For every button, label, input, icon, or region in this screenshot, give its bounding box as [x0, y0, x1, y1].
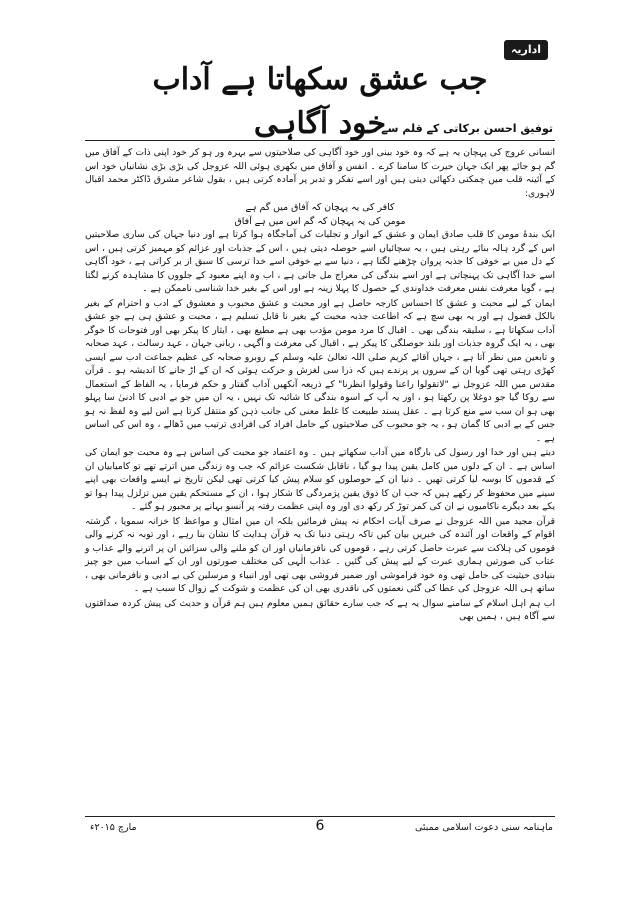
verse-line: کافر کی یہ پہچان کہ آفاق میں گم ہے	[245, 202, 395, 213]
issue-date: مارچ ۲۰۱۵ء	[90, 822, 137, 833]
header-rule	[85, 140, 555, 141]
magazine-name: ماہنامہ سنی دعوت اسلامی ممبئی	[414, 822, 553, 833]
paragraph: قرآن مجید میں اللہ عزوجل نے صرف آیات احکام نہ پیش فرمائیں بلکہ ان میں امثال و مواعظ کا خزانہ سمویا ، گزشتہ اقوام کے واقعات اور آئندہ کی خبریں بیان کیں تاکہ رہتی دنیا تک یہ قرآن ہدایت کا نشان بنا رہے ، اور توبہ نہ کرنے والی قوموں کی ہلاکت سے عبرت حاصل کرتی رہے ، قوموں کی نافرمانیاں اور ان کو ملنے والی سزائیں ان پر اترنے والے عذاب و عتاب کی صورتیں ہماری عبرت کے لیے پیش کی گئیں ۔ عذاب الٰہی کی مختلف صورتوں اور ان کے اسباب میں جو چیز بنیادی حیثیت کی حامل تھی وہ خود فراموشی اور ضمیر فروشی بھی تھی اور انبیاء و مرسلین کی بے ادبی و نافرمانی بھی ، ساتھ ہی اللہ عزوجل کی عطا کی گئی نعمتوں کی ناقدری بھی ان کی عظمت و شوکت کے زوال کا سبب ہے ۔	[85, 515, 555, 594]
paragraph: اب ہم اہل اسلام کے سامنے سوال یہ ہے کہ جب سارے حقائق ہمیں معلوم ہیں ہم قرآن و حدیث کی پیش کردہ صداقتوں سے آگاہ ہیں ، ہمیں بھی	[85, 597, 555, 622]
verse-line: مومن کی یہ پہچان کہ گم اس میں ہے آفاق	[234, 215, 406, 227]
paragraph: ایمان کے لیے محبت و عشق کا احساس کارجہ حاصل ہے اور محبت و عشق محبوب و معشوق کے ادب و احترام کے بغیر بالکل فضول ہے اور یہ بھی سچ ہے کہ اطاعت جذبہ محبت کے بغیر نا قابل تسلیم ہے ، محبت و عشق ہی ہے جو عشق آداب سکھاتا ہے ، سلیقہ بندگی بھی ۔ اقبال کا مرد مومن مؤدب بھی ہے مطیع بھی ، ایثار کا پیکر بھی اور فتوحات کا خوگر بھی ، یہ ایک گروہ جذبات اور بلند حوصلگی کا پیکر ہے ، اقبال کی معرفت و آگہی ، ربانی جہان ، عہد رسالت ، عہد صحابہ و تابعین میں نظر آتا ہے ، جہاں آقائے کریم صلی اللہ تعالیٰ علیہ وسلم کے روبرو صحابہ کی عظیم جماعت ادب سے ایسی کھڑی رہتی تھی گویا ان کے سروں پر پرندے ہیں کہ ذرا سی لغزش و حرکت ہوئی کہ ان کے اڑ جانے کا اندیشہ ہو ۔ قرآن مقدس میں اللہ عزوجل نے "لاتقولوا راعنا وقولوا انظرنا" کے ذریعہ آنکھیں آداب گفتار و حکم فرمایا ، یہ الفاظ کے استعمال سے روکا گیا جو دوغلا پن رکھتا ہو ، اور یہ آپ کے اسوہ بندگی کا شائبہ تک نہیں ، یہ ان میں جو بے ادبی کا ادنیٰ سا پہلو بھی ہو ان سب سے منع کرتا ہے ۔ عقل پسند طبیعت کا غلط معنی کی جانب ذہن کو منتقل کرتا ہے اس لیے وہ لفظ نہ ہو جس کے بے ادبی کا گمان ہو ، یہ جو محبوب کی صلاحیتوں کے حامل افراد کی افرادی ترتیب میں ڈھالے ، وہ اس کی اساس ہے ۔	[85, 297, 555, 444]
author-byline: توفیق احسن برکاتی کے قلم سے	[381, 122, 553, 135]
paragraph: ایک بندۂ مومن کا قلب صادق ایمان و عشق کے انوار و تجلیات کی آماجگاہ ہوا کرتا ہے اور دنیا جہان کی ساری صلاحیتیں اس کے گرد ہالہ بنائے رہتی ہیں ، یہ سچائیاں اسے حوصلہ دیتی ہیں ، اس کے جذبات اور عزائم کو مہمیز کرتی ہیں ، اس کے دل میں بے خوفی کا جذبہ پروان چڑھنے لگتا ہے ، دنیا سے بے خوفی اسے خدا ترسی کا سبق از بر کراتی ہے ، خود آگاہی اسے خدا آگاہی تک پہنچاتی ہے اور اسے بندگی کی معراج مل جاتی ہے ، اب وہ اپنے معبود کے جلووں کا مشاہدہ کرنے لگتا ہے ، گویا معرفت نفس معرفت خداوندی کے حصول کا پہلا زینہ ہے اور اس کے بغیر خدا شناسی ناممکن ہے ۔	[85, 229, 555, 294]
page-number: 6	[315, 818, 325, 834]
page-title: جب عشق سکھاتا ہے آداب خود آگاہی	[152, 62, 488, 141]
article-body	[85, 146, 555, 625]
editorial-badge: اداریہ	[504, 40, 548, 60]
footer-rule	[85, 816, 555, 817]
paragraph: انسانی عروج کی پہچان یہ ہے کہ وہ خود بینی اور خود آگاہی کی صلاحیتوں سے بہرہ ور ہو کر خود اپنی ذات کے آفاق میں گم ہو جائے پھر ایک جہان حیرت کا سامنا کرے ۔ انفس و آفاق میں بکھری ہوئی اللہ عزوجل کی بڑی بڑی نشانیاں خود اس کے آئینہ قلب میں چمکتی دکھائی دیتی ہیں اور اسے تفکر و تدبر پر آمادہ کرتی ہیں ، بقول شاعر مشرق ڈاکٹر محمد اقبال لاہوری:	[85, 147, 555, 199]
paragraph: دیتے ہیں اور خدا اور رسول کی بارگاہ میں آداب سکھاتے ہیں ۔ وہ اعتماد جو محبت کی اساس ہے وہ محبت جو ایمان کی اساس ہے ۔ ان کے دلوں میں کامل یقین پیدا ہو گیا ، ناقابل شکست عزائم کہ جب وہ زندگی میں اترتے تھے تو کامیابیاں ان کے قدموں کا بوسہ لیا کرتی تھیں ۔ دنیا ان کے حوصلوں کو سلام پیش کیا کرتی تھی لیکن تاریخ نے ایسے واقعات بھی اپنے سینے میں محفوظ کر رکھے ہیں کہ جب ان کا ذوق یقین پژمردگی کا شکار ہوا ، ان کے مستحکم یقین میں تزلزل پیدا ہوا تو یکے بعد دیگرے ناکامیوں نے ان کی کمر توڑ کر رکھ دی اور وہ اپنی عظمت رفتہ پر آنسو بہانے پر مجبور ہو گئے ۔	[85, 447, 555, 512]
